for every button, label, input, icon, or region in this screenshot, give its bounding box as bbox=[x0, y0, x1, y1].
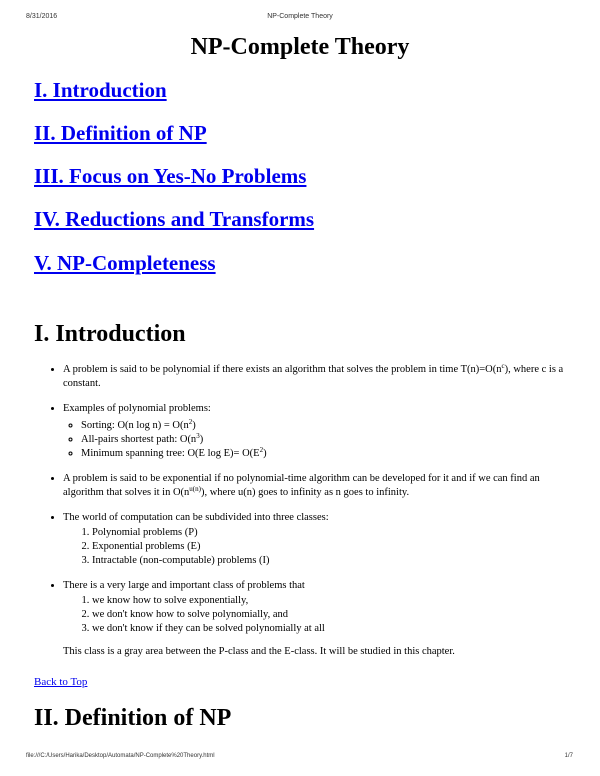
sub-list-item: 2. Exponential problems (E) bbox=[92, 540, 574, 554]
sub-list-item: ◦ All-pairs shortest path: $O(n^3)$ bbox=[81, 433, 574, 447]
sub-list-item: 3. we don't know if they can be solved polynomially at all bbox=[92, 622, 574, 636]
sub-list-item: 3. Intractable (non-computable) problems (I) bbox=[92, 554, 574, 568]
introduction-content bbox=[34, 363, 574, 670]
list-item: • Examples of polynomial problems: ◦ Sorting: O(n $\log n) = O(n^2)$ ◦ All-pairs shortest path: $O(n^3)$ ◦ Minimum spanning tree: O(E $\log E)= O(E^2)$ bbox=[63, 402, 574, 461]
toc-link-definition-of-np[interactable]: II. Definition of NP bbox=[34, 121, 207, 145]
section-heading-definition-of-np: II. Definition of NP bbox=[34, 705, 232, 731]
sub-list-item: ◦ Sorting: O(n $\log n) = O(n^2)$ bbox=[81, 419, 574, 433]
sub-list-item: 1. Polynomial problems (P) bbox=[92, 526, 574, 540]
sub-list-item: 1. we know how to solve exponentially, bbox=[92, 594, 574, 608]
print-page-number: 1/7 bbox=[564, 753, 573, 759]
toc-link-np-completeness[interactable]: V. NP-Completeness bbox=[34, 251, 216, 275]
list-item: • A problem is said to be exponential if no polynomial-time algorithm can be developed for it and if we can find an algorithm that solves it in $O(n^{u(n)})$, where u(n) goes to infinity as n goes to infinity. bbox=[63, 472, 574, 500]
sub-list-item: ◦ Minimum spanning tree: O(E $\log E)= O(E^2)$ bbox=[81, 447, 574, 461]
print-file-path: file:///C:/Users/Harika/Desktop/Automata/NP-Complete%20Theory.html bbox=[26, 753, 215, 759]
gray-area-note: This class is a gray area between the P-class and the E-class. It will be studied in this chapter. bbox=[63, 646, 455, 657]
list-item: • A problem is said to be polynomial if there exists an algorithm that solves the problem in time $T(n)=O(n^c)$, where c is a constant. bbox=[63, 363, 574, 391]
back-to-top-link[interactable]: Back to Top bbox=[34, 676, 88, 688]
print-header-title: NP-Complete Theory bbox=[267, 13, 333, 20]
page-title: NP-Complete Theory bbox=[190, 34, 410, 60]
section-heading-introduction: I. Introduction bbox=[34, 321, 186, 347]
sub-list-item: 2. we don't know how to solve polynomially, and bbox=[92, 608, 574, 622]
print-date: 8/31/2016 bbox=[26, 13, 58, 20]
toc-link-reductions[interactable]: IV. Reductions and Transforms bbox=[34, 207, 315, 231]
toc-link-introduction[interactable]: I. Introduction bbox=[34, 78, 167, 102]
list-item: • There is a very large and important class of problems that 1. we know how to solve exponentially, 2. we don't know how to solve polynomially, and 3. we don't know if they can be solved polynomially at all This class is a gray area between the P-class and the E-class. It will be studied in this chapter. bbox=[63, 579, 574, 659]
list-item: • The world of computation can be subdivided into three classes: 1. Polynomial problems (P) 2. Exponential problems (E) 3. Intractable (non-computable) problems (I) bbox=[63, 511, 574, 568]
toc-link-yes-no-problems[interactable]: III. Focus on Yes-No Problems bbox=[34, 164, 307, 188]
